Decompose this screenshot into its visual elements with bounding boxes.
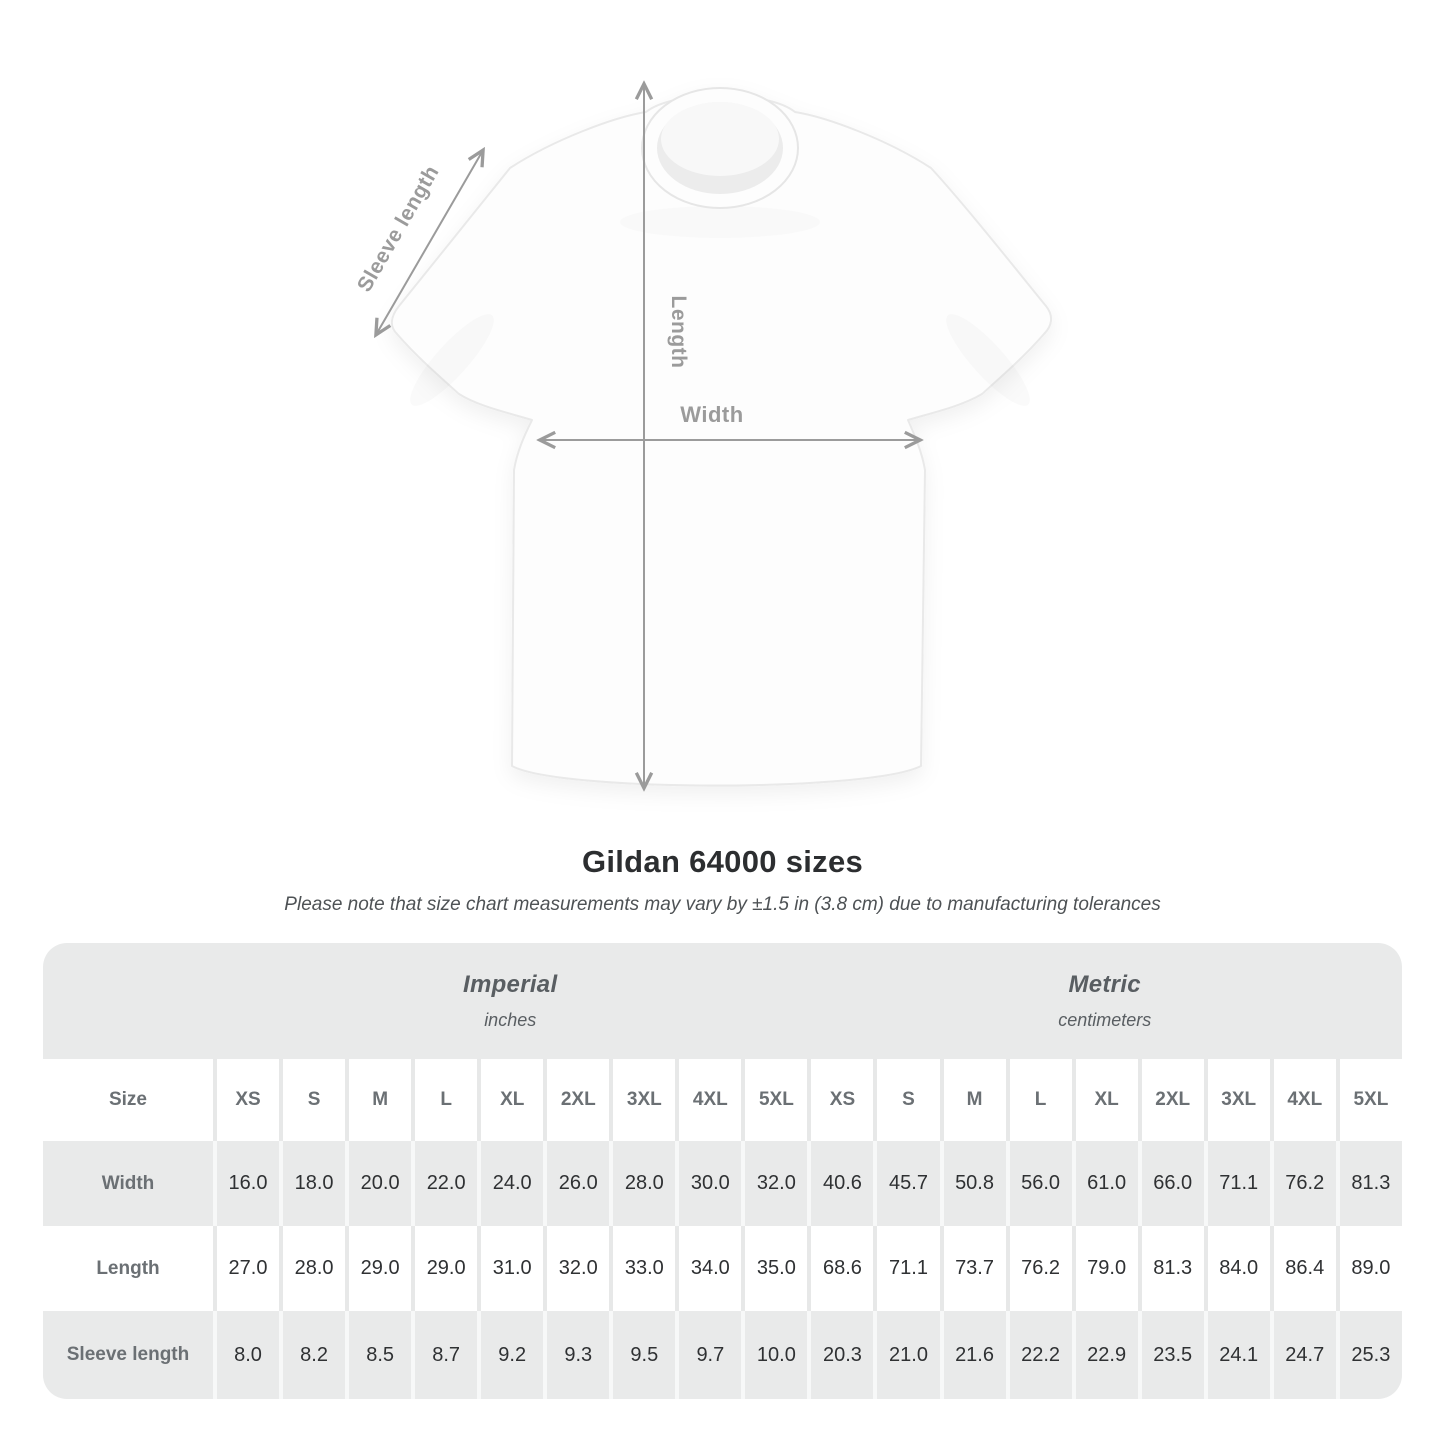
collar-back-fabric [661,102,779,176]
measurement-value-imperial: 16.0 [213,1141,279,1226]
measurement-value-imperial: 10.0 [741,1311,807,1399]
size-col-header-imperial: 5XL [741,1059,807,1141]
size-col-header-imperial: S [279,1059,345,1141]
imperial-label: Imperial [462,971,558,998]
measurement-row [43,1226,1402,1311]
unit-header-metric [807,943,1402,1059]
measurement-value-imperial: 22.0 [411,1141,477,1226]
metric-label: Metric [1068,971,1141,998]
measurement-value-imperial: 8.2 [279,1311,345,1399]
size-col-header-imperial: XL [477,1059,543,1141]
measurement-value-imperial: 29.0 [345,1226,411,1311]
measurement-value-imperial: 27.0 [213,1226,279,1311]
unit-header-row [43,943,1402,1059]
size-col-header-imperial: 3XL [609,1059,675,1141]
measurement-value-imperial: 35.0 [741,1226,807,1311]
measurement-value-metric: 24.7 [1270,1311,1336,1399]
length-label: Length [667,295,690,369]
measurement-value-metric: 25.3 [1336,1311,1402,1399]
size-col-header-metric: S [873,1059,939,1141]
measurement-value-metric: 50.8 [940,1141,1006,1226]
size-col-header-imperial: XS [213,1059,279,1141]
measurement-value-imperial: 28.0 [609,1141,675,1226]
measurement-value-metric: 45.7 [873,1141,939,1226]
size-col-header-metric: XS [807,1059,873,1141]
unit-header-imperial [213,943,807,1059]
measurement-value-metric: 73.7 [940,1226,1006,1311]
sleeve-length-label: Sleeve length [352,161,444,296]
measurement-value-imperial: 31.0 [477,1226,543,1311]
size-col-header-imperial: 4XL [675,1059,741,1141]
measurement-value-imperial: 8.7 [411,1311,477,1399]
size-col-header-metric: 4XL [1270,1059,1336,1141]
measurement-value-imperial: 32.0 [543,1226,609,1311]
measurement-value-imperial: 8.0 [213,1311,279,1399]
measurement-value-metric: 76.2 [1006,1226,1072,1311]
page-subtitle: Please note that size chart measurements may vary by ±1.5 in (3.8 cm) due to manufacturing tolerances [284,894,1161,915]
tshirt-illustration [392,88,1051,786]
measurement-row-label: Length [96,1257,160,1279]
size-col-header-imperial: M [345,1059,411,1141]
measurement-value-imperial: 30.0 [675,1141,741,1226]
measurement-value-metric: 86.4 [1270,1226,1336,1311]
measurement-value-imperial: 9.3 [543,1311,609,1399]
measurement-value-metric: 56.0 [1006,1141,1072,1226]
imperial-unit-label: inches [484,1010,537,1030]
size-row-label: Size [108,1089,148,1110]
measurement-value-metric: 21.0 [873,1311,939,1399]
measurement-value-metric: 79.0 [1072,1226,1138,1311]
size-col-header-metric: 5XL [1336,1059,1402,1141]
measurement-row [43,1311,1402,1399]
measurement-value-metric: 40.6 [807,1141,873,1226]
measurement-row-label: Sleeve length [43,1311,213,1399]
measurement-value-metric: 24.1 [1204,1311,1270,1399]
measurement-value-metric: 71.1 [873,1226,939,1311]
measurement-value-metric: 89.0 [1336,1226,1402,1311]
measurement-value-metric: 81.3 [1336,1141,1402,1226]
measurement-value-metric: 84.0 [1204,1226,1270,1311]
size-col-header-metric: M [940,1059,1006,1141]
size-col-header-imperial: L [411,1059,477,1141]
measurement-value-metric: 81.3 [1138,1226,1204,1311]
measurement-value-metric: 22.2 [1006,1311,1072,1399]
measurement-value-imperial: 28.0 [279,1226,345,1311]
measurement-value-metric: 71.1 [1204,1141,1270,1226]
measurement-value-imperial: 9.5 [609,1311,675,1399]
measurement-value-imperial: 9.7 [675,1311,741,1399]
metric-unit-label: centimeters [1058,1010,1152,1030]
measurement-value-imperial: 9.2 [477,1311,543,1399]
measurement-value-imperial: 24.0 [477,1141,543,1226]
size-header-row [43,1059,1402,1141]
measurement-value-metric: 68.6 [807,1226,873,1311]
measurement-row [43,1141,1402,1226]
width-label: Width [680,402,744,427]
size-col-header-imperial: 2XL [543,1059,609,1141]
measurement-value-imperial: 8.5 [345,1311,411,1399]
measurement-value-imperial: 32.0 [741,1141,807,1226]
measurement-value-imperial: 20.0 [345,1141,411,1226]
measurement-value-imperial: 29.0 [411,1226,477,1311]
measurement-value-metric: 20.3 [807,1311,873,1399]
measurement-value-metric: 23.5 [1138,1311,1204,1399]
measurement-value-metric: 76.2 [1270,1141,1336,1226]
measurement-value-metric: 66.0 [1138,1141,1204,1226]
measurement-value-imperial: 34.0 [675,1226,741,1311]
measurement-value-metric: 61.0 [1072,1141,1138,1226]
page-title: Gildan 64000 sizes [581,844,864,879]
measurement-value-metric: 21.6 [940,1311,1006,1399]
measurement-value-imperial: 18.0 [279,1141,345,1226]
size-col-header-metric: 2XL [1138,1059,1204,1141]
unit-header-spacer [43,943,213,1059]
size-col-header-metric: L [1006,1059,1072,1141]
measurement-value-imperial: 33.0 [609,1226,675,1311]
measurement-value-imperial: 26.0 [543,1141,609,1226]
measurement-value-metric: 22.9 [1072,1311,1138,1399]
measurement-row-label: Width [43,1141,213,1226]
size-col-header-metric: XL [1072,1059,1138,1141]
size-col-header-metric: 3XL [1204,1059,1270,1141]
size-chart-table [43,943,1402,1399]
